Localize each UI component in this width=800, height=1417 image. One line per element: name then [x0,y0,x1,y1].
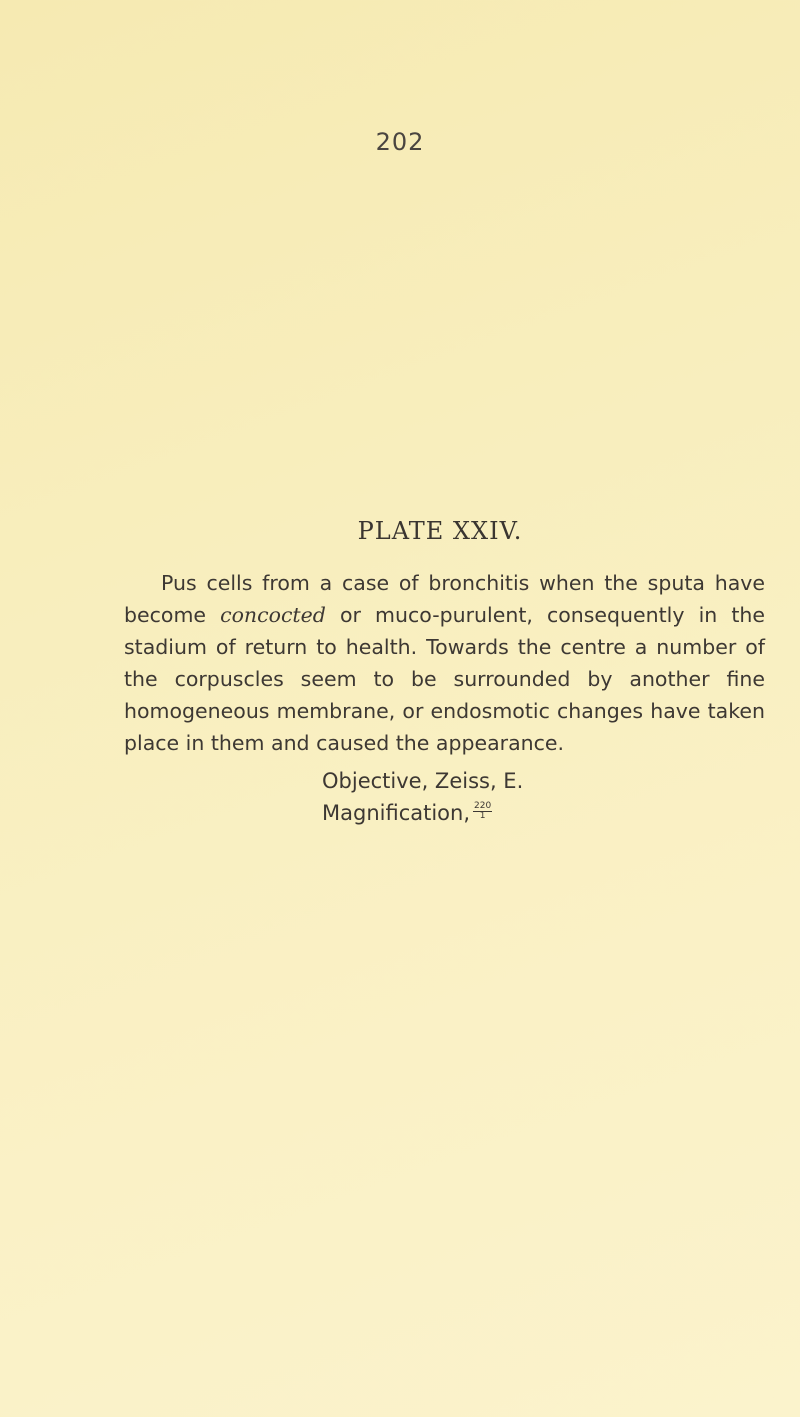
objective-line: Objective, Zeiss, E. [322,769,524,793]
magnification-denominator: 1 [479,811,486,821]
magnification-fraction [473,802,492,821]
caption-text-end: or muco-purulent, consequently in the stadium of return to health. Towards the centre a number of the corpuscles seem to be surrounded by another fine homogeneous membrane, or endosmotic changes have taken place in them and caused the appearance. [124,603,765,755]
plate-title: PLATE XXIV. [357,517,523,545]
caption-text-start: Pus cells from a case of bronchitis when the sputa have become [124,571,765,627]
magnification-line [322,797,523,829]
page-number: 202 [375,128,425,156]
magnification-numerator: 220 [474,801,492,811]
magnification-label: Magnification, [322,801,471,825]
caption-italic-term: concocted [220,603,326,627]
plate-caption [124,567,765,759]
plate-specs [322,765,523,829]
